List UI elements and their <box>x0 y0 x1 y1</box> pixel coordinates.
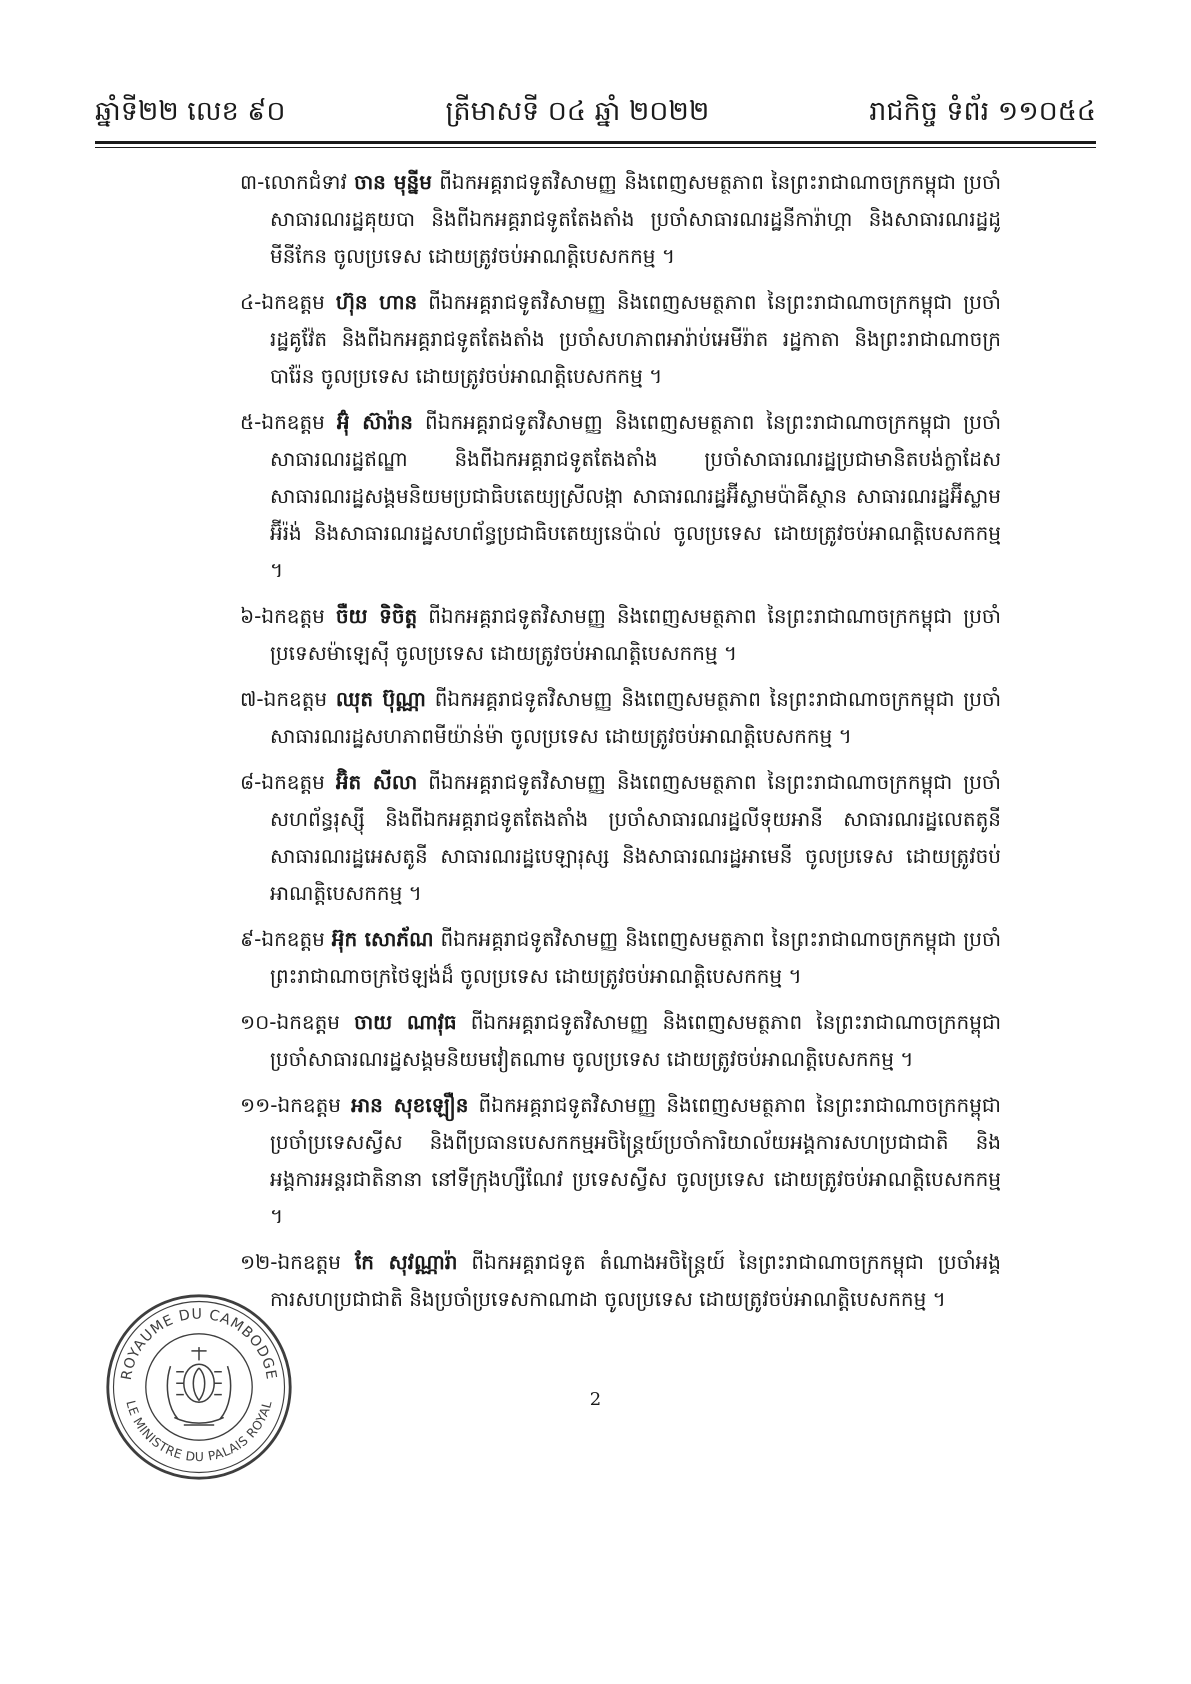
person-name: ចឺយ ទិចិត្ត <box>335 604 418 628</box>
list-item: ៤-ឯកឧត្តម ហ៊ុន ហាន ពីឯកអគ្គរាជទូតវិសាមញ្ញ និងពេញសមត្ថភាព នៃព្រះរាជាណាចក្រកម្ពុជា ប្រចាំរដ្ឋគូវ៉ែត និងពីឯកអគ្គរាជទូតតែងតាំង ប្រចាំសហភាពអារ៉ាប់អេមីរ៉ាត រដ្ឋកាតា និងព្រះរាជាណាចក្របារ៉ែន ចូលប្រទេស ដោយត្រូវចប់អាណត្តិបេសកកម្ម ។ <box>240 290 1001 388</box>
seal-bottom-text: LE MINISTRE DU PALAIS ROYAL <box>123 1399 275 1465</box>
document-body <box>240 164 1001 1327</box>
list-item: ៥-ឯកឧត្តម អ៊ុំ ស៊ារ៉ាន ពីឯកអគ្គរាជទូតវិសាមញ្ញ និងពេញសមត្ថភាព នៃព្រះរាជាណាចក្រកម្ពុជា ប្រចាំសាធារណរដ្ឋឥណ្ឌា និងពីឯកអគ្គរាជទូតតែងតាំង ប្រចាំសាធារណរដ្ឋប្រជាមានិតបង់ក្លាដែស សាធារណរដ្ឋសង្គមនិយមប្រជាធិបតេយ្យស្រីលង្កា សាធារណរដ្ឋអ៊ីស្លាមប៉ាគីស្ថាន សាធារណរដ្ឋអ៊ីស្លាមអ៊ីរ៉ង់ និងសាធារណរដ្ឋសហព័ន្ធប្រជាធិបតេយ្យនេប៉ាល់ ចូលប្រទេស ដោយត្រូវចប់អាណត្តិបេសកកម្ម ។ <box>240 410 1001 582</box>
person-name: ចាន មុន្នីម <box>354 170 432 194</box>
svg-text:ROYAUME DU CAMBODGE <box>119 1306 279 1381</box>
person-name: ចាយ ណាវុធ <box>354 1010 457 1034</box>
seal-top-text: ROYAUME DU CAMBODGE <box>118 1306 280 1382</box>
person-name: អ៊ុំ ស៊ារ៉ាន <box>336 410 414 434</box>
list-item: ៨-ឯកឧត្តម អ៊ិត សីលា ពីឯកអគ្គរាជទូតវិសាមញ្ញ និងពេញសមត្ថភាព នៃព្រះរាជាណាចក្រកម្ពុជា ប្រចាំសហព័ន្ធរុស្ស៊ី និងពីឯកអគ្គរាជទូតតែងតាំង ប្រចាំសាធារណរដ្ឋលីទុយអានី សាធារណរដ្ឋលេតតូនី សាធារណរដ្ឋអេសតូនី សាធារណរដ្ឋបេឡារុស្ស និងសាធារណរដ្ឋអាមេនី ចូលប្រទេស ដោយត្រូវចប់អាណត្តិបេសកកម្ម ។ <box>240 770 1001 905</box>
page-header <box>95 92 1096 136</box>
list-item: ៦-ឯកឧត្តម ចឺយ ទិចិត្ត ពីឯកអគ្គរាជទូតវិសាមញ្ញ និងពេញសមត្ថភាព នៃព្រះរាជាណាចក្រកម្ពុជា ប្រចាំប្រទេសម៉ាឡេស៊ី ចូលប្រទេស ដោយត្រូវចប់អាណត្តិបេសកកម្ម ។ <box>240 604 1001 665</box>
header-quarter: ត្រីមាសទី ០៤ ឆ្នាំ ២០២២ <box>445 95 710 127</box>
person-name: អាន សុខឡឿន <box>351 1093 469 1117</box>
list-item: ១២-ឯកឧត្តម កែ សុវណ្ណារ៉ា ពីឯកអគ្គរាជទូត តំណាងអចិន្ត្រៃយ៍ នៃព្រះរាជាណាចក្រកម្ពុជា ប្រចាំអង្គការសហប្រជាជាតិ និងប្រចាំប្រទេសកាណាដា ចូលប្រទេស ដោយត្រូវចប់អាណត្តិបេសកកម្ម ។ <box>240 1250 1002 1311</box>
person-name: កែ សុវណ្ណារ៉ា <box>354 1250 458 1274</box>
royal-seal-stamp <box>104 1292 294 1482</box>
page-number: 2 <box>589 1389 602 1410</box>
list-item: ៩-ឯកឧត្តម អ៊ុក សោភ័ណ ពីឯកអគ្គរាជទូតវិសាមញ្ញ និងពេញសមត្ថភាព នៃព្រះរាជាណាចក្រកម្ពុជា ប្រចាំព្រះរាជាណាចក្រថៃឡង់ដ៏ ចូលប្រទេស ដោយត្រូវចប់អាណត្តិបេសកកម្ម ។ <box>240 927 1002 988</box>
list-item: ៧-ឯកឧត្តម ឈុត ប៊ុណ្ណា ពីឯកអគ្គរាជទូតវិសាមញ្ញ និងពេញសមត្ថភាព នៃព្រះរាជាណាចក្រកម្ពុជា ប្រចាំសាធារណរដ្ឋសហភាពមីយ៉ាន់ម៉ា ចូលប្រទេស ដោយត្រូវចប់អាណត្តិបេសកកម្ម ។ <box>240 687 1001 748</box>
header-rule <box>95 141 1096 148</box>
header-issue: ឆ្នាំទី២២ លេខ ៩០ <box>95 95 286 127</box>
list-item: ១១-ឯកឧត្តម អាន សុខឡឿន ពីឯកអគ្គរាជទូតវិសាមញ្ញ និងពេញសមត្ថភាព នៃព្រះរាជាណាចក្រកម្ពុជា ប្រចាំប្រទេសស្វីស និងពីប្រធានបេសកកម្មអចិន្ត្រៃយ៍ប្រចាំការិយាល័យអង្គការសហប្រជាជាតិ និងអង្គការអន្តរជាតិនានា នៅទីក្រុងហ្សឺណែវ ប្រទេសស្វីស ចូលប្រទេស ដោយត្រូវចប់អាណត្តិបេសកកម្ម ។ <box>240 1093 1001 1228</box>
list-item: ៣-លោកជំទាវ ចាន មុន្នីម ពីឯកអគ្គរាជទូតវិសាមញ្ញ និងពេញសមត្ថភាព នៃព្រះរាជាណាចក្រកម្ពុជា ប្រចាំសាធារណរដ្ឋគុយបា និងពីឯកអគ្គរាជទូតតែងតាំង ប្រចាំសាធារណរដ្ឋនីការ៉ាហ្គា និងសាធារណរដ្ឋដូមីនីកែន ចូលប្រទេស ដោយត្រូវចប់អាណត្តិបេសកកម្ម ។ <box>240 170 1001 268</box>
person-name: ឈុត ប៊ុណ្ណា <box>335 687 426 711</box>
person-name: អ៊ិត សីលា <box>335 770 418 794</box>
header-page-ref: រាជកិច្ច ទំព័រ ១១០៥៤ <box>869 95 1096 127</box>
person-name: ហ៊ុន ហាន <box>335 290 418 314</box>
person-name: អ៊ុក សោភ័ណ <box>331 927 434 951</box>
coat-of-arms-icon <box>167 1347 230 1425</box>
list-item: ១០-ឯកឧត្តម ចាយ ណាវុធ ពីឯកអគ្គរាជទូតវិសាមញ្ញ និងពេញសមត្ថភាព នៃព្រះរាជាណាចក្រកម្ពុជា ប្រចាំសាធារណរដ្ឋសង្គមនិយមវៀតណាម ចូលប្រទេស ដោយត្រូវចប់អាណត្តិបេសកកម្ម ។ <box>240 1010 1001 1071</box>
